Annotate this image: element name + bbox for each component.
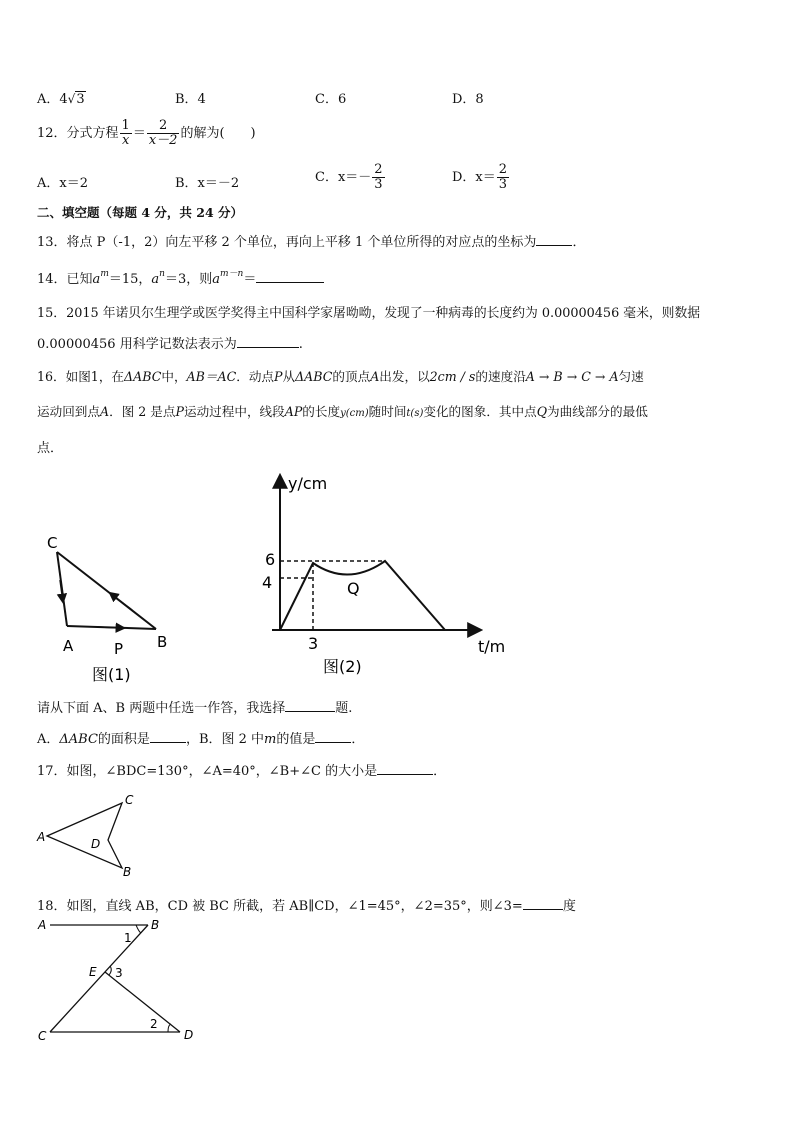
q12-lhs-fraction: $\frac{1}{x}$ xyxy=(121,118,130,148)
section-heading-fill-in: 二、填空题（每题 4 分，共 24 分） xyxy=(37,205,244,220)
graph-curve xyxy=(280,561,445,630)
fig2-tick-6: 6 xyxy=(265,550,276,569)
arrow-b-to-c xyxy=(110,593,132,610)
fig1-label-p: P xyxy=(114,640,124,658)
q14-question: 14．已知$a^m=15$，$a^n=3$，则$a^{m-n}=$ xyxy=(37,266,324,287)
q12-question: 12．分式方程 $\frac{1}{x}$ ＝ $\frac{2}{x-2}$ 的解为( ) xyxy=(37,118,256,148)
q11-option-c: C．6 xyxy=(315,92,347,107)
q16-line3: 点． xyxy=(37,441,64,456)
fig1-label-a: A xyxy=(63,637,74,655)
q16-line2: 运动回到点A．图 2 是点P运动过程中，线段AP的长度y(cm)随时间t(s)变化的图象．其中点Q为曲线部分的最低 xyxy=(37,404,648,419)
q18-question: 18．如图，直线 AB，CD 被 BC 所截，若 AB∥CD，∠1=45°，∠2=35°，则∠3= 度 xyxy=(37,899,576,914)
q18-label-b: B xyxy=(151,918,160,932)
q18-label-3: 3 xyxy=(115,966,123,980)
line-ed xyxy=(105,972,180,1032)
fig2-label-q: Q xyxy=(347,579,360,598)
angle-1-arc xyxy=(136,925,141,933)
q18-label-c: C xyxy=(38,1029,47,1043)
q18-label-a: A xyxy=(38,918,47,932)
figure-q17 xyxy=(30,788,150,883)
q12-option-c: C．x＝－ $\frac{2}{3}$ xyxy=(315,162,383,192)
q15-line1: 15．2015 年诺贝尔生理学或医学奖得主中国科学家屠呦呦，发现了一种病毒的长度约为 0.00000456 毫米，则数据 xyxy=(37,306,701,321)
q11-option-d: D．8 xyxy=(452,92,484,107)
q15-line2: 0.00000456 用科学记数法表示为 . xyxy=(37,337,303,352)
segment-ca xyxy=(57,552,67,626)
fig2-tick-4: 4 xyxy=(262,573,273,592)
q17-label-c: C xyxy=(125,793,134,807)
fig1-label-c: C xyxy=(47,534,58,552)
q12-rhs-fraction: $\frac{2}{x-2}$ xyxy=(148,118,178,148)
q17-label-d: D xyxy=(91,837,101,851)
q18-label-1: 1 xyxy=(124,931,132,945)
q11-option-a: A．4√3 xyxy=(37,92,85,107)
arrow-a-to-b xyxy=(98,627,124,628)
q16-line1: 16．如图1，在ΔABC中，AB＝AC．动点P从ΔABC的顶点A出发，以2cm / s的速度沿A → B → C → A匀速 xyxy=(37,369,644,384)
figure-1-triangle xyxy=(40,530,190,690)
segment-bc xyxy=(57,552,156,629)
q16-choose: 请从下面 A、B 两题中任选一作答，我选择 题. xyxy=(37,701,353,716)
q18-label-d: D xyxy=(184,1028,194,1042)
fig1-label-b: B xyxy=(157,633,168,651)
figure-2-graph xyxy=(250,470,520,680)
fig2-caption: 图(2) xyxy=(323,657,362,676)
q17-shape xyxy=(47,803,122,868)
q13-question: 13．将点 P（-1，2）向左平移 2 个单位，再向上平移 1 个单位所得的对应点的坐标为 ． xyxy=(37,235,586,250)
q12-option-b: B．x＝－2 xyxy=(175,176,240,191)
q12-option-d: D．x＝ $\frac{2}{3}$ xyxy=(452,162,508,192)
line-bc xyxy=(50,925,148,1032)
fig2-tick-3: 3 xyxy=(308,634,319,653)
fig2-y-axis-label: y/cm xyxy=(288,474,328,493)
q17-label-a: A xyxy=(37,830,46,844)
q11-option-b: B．4 xyxy=(175,92,206,107)
figure-q18 xyxy=(30,912,220,1047)
q18-label-2: 2 xyxy=(150,1017,158,1031)
q12-option-a: A．x＝2 xyxy=(37,176,88,191)
q17-question: 17．如图，∠BDC=130°，∠A=40°，∠B+∠C 的大小是 ． xyxy=(37,764,447,779)
q18-label-e: E xyxy=(89,965,97,979)
fig1-caption: 图(1) xyxy=(92,665,131,684)
q17-label-b: B xyxy=(123,865,132,879)
q16-parts: A．ΔABC的面积是 ，B．图 2 中m的值是 ． xyxy=(37,732,365,747)
fig2-t-axis-label: t/m xyxy=(478,637,506,656)
